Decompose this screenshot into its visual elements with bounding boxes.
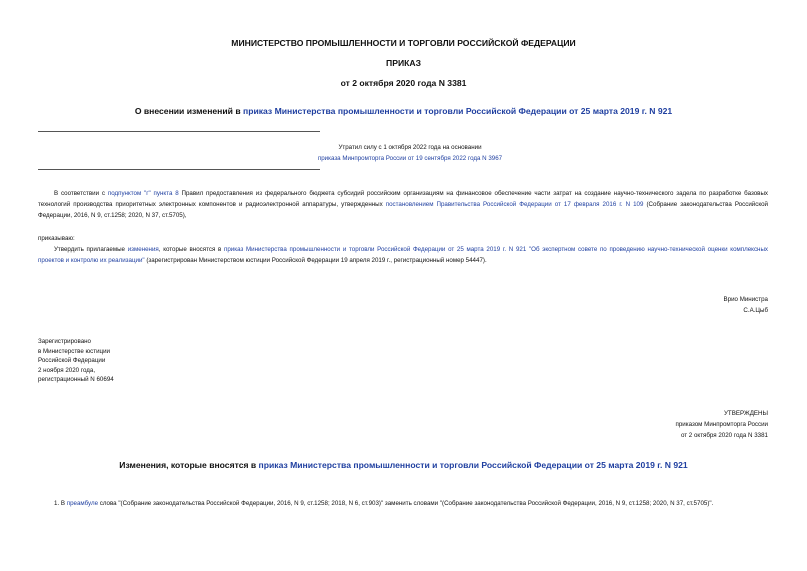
registration-line-2: в Министерстве юстиции xyxy=(38,347,111,355)
item-1-text-1: 1. В xyxy=(54,500,67,507)
approve-text-2: , которые вносятся в xyxy=(158,246,225,253)
document-title-link[interactable]: приказ Министерства промышленности и торговли Российской Федерации от 25 марта 2019 г. N 921 xyxy=(243,106,673,116)
order-word: приказываю: xyxy=(38,235,75,242)
preamble-paragraph xyxy=(38,188,768,221)
item-1-link-preamble[interactable]: преамбуле xyxy=(66,500,99,507)
approve-paragraph xyxy=(38,244,768,266)
divider-bottom xyxy=(38,169,320,170)
preamble-link-resolution[interactable]: постановлением Правительства Российской Федерации от 17 февраля 2016 г. N 109 xyxy=(385,201,644,208)
preamble-link-subparagraph[interactable]: подпунктом "г" пункта 8 xyxy=(107,190,179,197)
signature-name: С.А.Цыб xyxy=(743,307,768,314)
approve-text-3: (зарегистрирован Министерством юстиции Российской Федерации 19 апреля 2019 г., регистрационный номер 54447). xyxy=(144,257,487,264)
changes-title xyxy=(0,460,807,470)
registration-line-3: Российской Федерации xyxy=(38,357,106,365)
status-note xyxy=(230,142,590,164)
signature-block xyxy=(560,294,768,316)
registration-line-1: Зарегистрировано xyxy=(38,338,91,345)
registration-line-4: 2 ноября 2020 года, xyxy=(38,366,96,374)
approved-line-3: от 2 октября 2020 года N 3381 xyxy=(680,432,768,439)
status-note-link[interactable]: приказа Минпромторга России от 19 сентября 2022 года N 3967 xyxy=(317,155,503,162)
doc-type-heading: ПРИКАЗ xyxy=(386,58,421,68)
approve-text-1: Утвердить прилагаемые xyxy=(54,246,128,253)
approve-link-order[interactable]: приказ Министерства промышленности и торговли Российской Федерации от 25 марта 2019 г. N 921 "Об экспертном совете по проведению научно-технической оценки комплексных проектов и контролю их реализации" xyxy=(38,246,768,264)
approved-line-1: УТВЕРЖДЕНЫ xyxy=(724,410,768,417)
preamble-text-1: В соответствии с xyxy=(54,190,108,197)
signature-position: Врио Министра xyxy=(723,296,768,303)
registration-block xyxy=(38,337,238,385)
divider-top xyxy=(38,131,320,132)
preamble-text-2: Правил предоставления из федерального бюджета субсидий российским организациям на финансовое обеспечение части затрат на создание научно-технического задела по разработке базовых технологий производства приоритетных электронных компонентов и радиоэлектронной аппаратуры, утвержденных xyxy=(38,190,768,208)
ministry-heading: МИНИСТЕРСТВО ПРОМЫШЛЕННОСТИ И ТОРГОВЛИ РОССИЙСКОЙ ФЕДЕРАЦИИ xyxy=(231,38,576,48)
approve-link-changes[interactable]: изменения xyxy=(127,246,159,253)
date-number-heading: от 2 октября 2020 года N 3381 xyxy=(340,78,467,88)
preamble-text-3: (Собрание законодательства Российской Федерации, 2016, N 9, ст.1258; 2020, N 37, ст.5705), xyxy=(38,201,768,219)
changes-title-prefix: Изменения, которые вносятся в xyxy=(119,460,259,470)
item-1-paragraph xyxy=(38,498,768,509)
approved-line-2: приказом Минпромторга России xyxy=(675,421,768,428)
status-note-text: Утратил силу с 1 октября 2022 года на основании xyxy=(338,144,482,151)
document-title xyxy=(0,106,807,116)
registration-line-5: регистрационный N 60694 xyxy=(38,376,114,384)
changes-title-link[interactable]: приказ Министерства промышленности и торговли Российской Федерации от 25 марта 2019 г. N 921 xyxy=(258,460,688,470)
document-title-prefix: О внесении изменений в xyxy=(134,106,243,116)
item-1-text-2: слова "(Собрание законодательства Российской Федерации, 2016, N 9, ст.1258; 2018, N 6, ст.903)" заменить словами "(Собрание законодательства Российской Федерации, 2016, N 9, ст.1258; 2020, N 37, ст.5705)". xyxy=(98,500,714,507)
approved-block xyxy=(560,408,768,441)
